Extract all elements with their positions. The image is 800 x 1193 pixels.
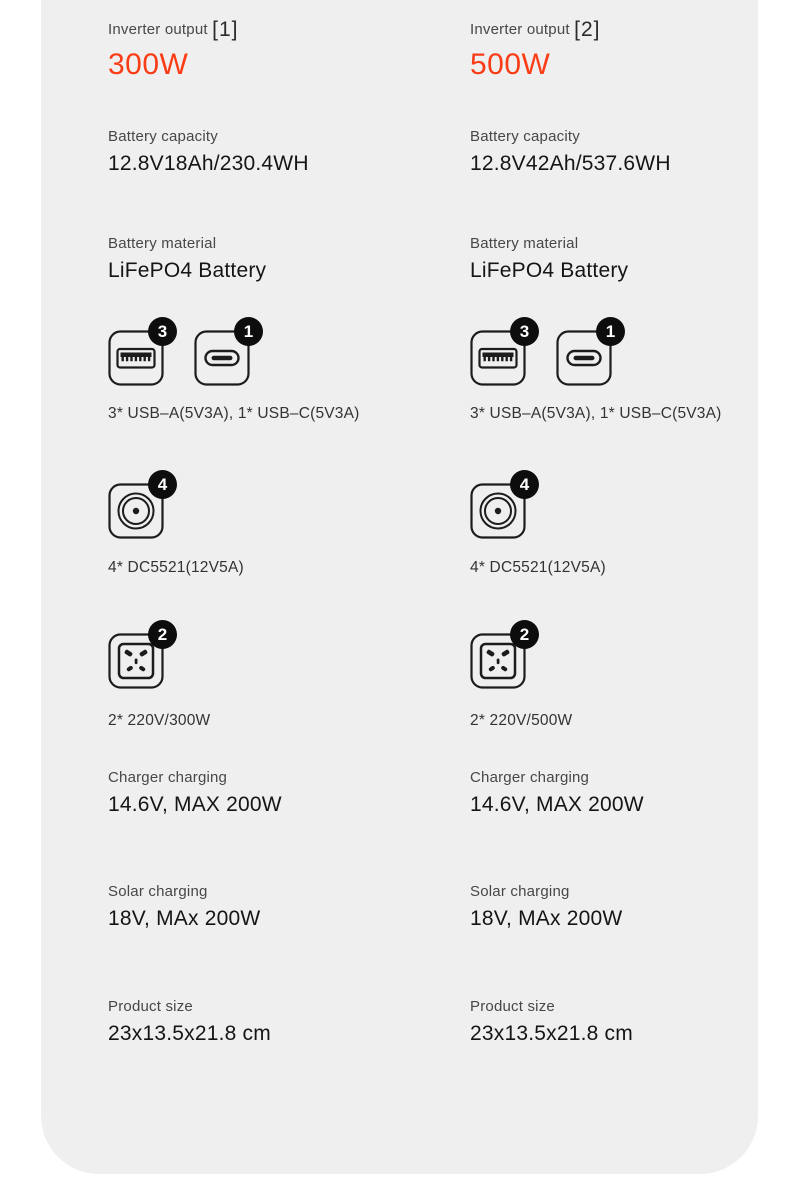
dc-ports-section <box>108 474 244 578</box>
dc5521-icon <box>108 474 168 539</box>
ac-outlets-caption: 2* 220V/300W <box>108 712 211 729</box>
inverter-output-value: 300W <box>108 48 189 81</box>
dc-count-badge: 4 <box>148 470 177 499</box>
solar-charging-value: 18V, MAx 200W <box>108 907 261 930</box>
product-size-value: 23x13.5x21.8 cm <box>470 1022 633 1045</box>
battery-capacity-section <box>108 127 309 177</box>
ac-outlets-section <box>108 624 211 731</box>
inverter-output-value: 500W <box>470 48 551 81</box>
inverter-output-section <box>108 20 238 83</box>
dc-ports-caption: 4* DC5521(12V5A) <box>108 559 244 576</box>
charger-charging-section <box>470 768 644 818</box>
dc-count-badge: 4 <box>510 470 539 499</box>
spec-panel <box>41 0 758 1174</box>
usb-ports-caption: 3* USB–A(5V3A), 1* USB–C(5V3A) <box>108 405 360 422</box>
solar-charging-label: Solar charging <box>470 883 570 900</box>
battery-material-label: Battery material <box>470 235 579 252</box>
battery-material-value: LiFePO4 Battery <box>470 259 629 282</box>
solar-charging-section <box>470 882 622 932</box>
ac-outlets-section <box>470 624 573 731</box>
charger-charging-value: 14.6V, MAX 200W <box>470 793 644 816</box>
charger-charging-label: Charger charging <box>108 769 228 786</box>
spec-column-right <box>470 0 800 1174</box>
usb-ports-section <box>108 321 360 424</box>
inverter-output-section <box>470 20 600 83</box>
solar-charging-value: 18V, MAx 200W <box>470 907 623 930</box>
solar-charging-section <box>108 882 260 932</box>
product-size-label: Product size <box>470 998 555 1015</box>
usb-ports-section <box>470 321 722 424</box>
ac-count-badge: 2 <box>148 620 177 649</box>
usb-ports-caption: 3* USB–A(5V3A), 1* USB–C(5V3A) <box>470 405 722 422</box>
ac-outlet-icon <box>470 624 530 689</box>
product-size-section <box>108 997 271 1047</box>
solar-charging-label: Solar charging <box>108 883 208 900</box>
spec-column-left <box>108 0 453 1174</box>
usb-icon-row <box>470 321 722 386</box>
inverter-output-label-text: Inverter output <box>108 21 208 38</box>
charger-charging-label: Charger charging <box>470 769 590 786</box>
ac-outlet-icon <box>108 624 168 689</box>
battery-capacity-value: 12.8V42Ah/537.6WH <box>470 152 671 175</box>
dc-ports-section <box>470 474 606 578</box>
inverter-output-index: [2] <box>574 18 601 41</box>
inverter-output-label <box>108 20 238 40</box>
battery-material-section <box>470 234 628 284</box>
usb-c-count-badge: 1 <box>234 317 263 346</box>
usb-a-count-badge: 3 <box>510 317 539 346</box>
battery-capacity-label: Battery capacity <box>470 128 580 145</box>
battery-material-section <box>108 234 266 284</box>
battery-capacity-label: Battery capacity <box>108 128 218 145</box>
battery-capacity-value: 12.8V18Ah/230.4WH <box>108 152 309 175</box>
usb-c-icon <box>194 321 254 386</box>
charger-charging-section <box>108 768 282 818</box>
usb-icon-row <box>108 321 360 386</box>
usb-a-icon <box>108 321 168 386</box>
dc-ports-caption: 4* DC5521(12V5A) <box>470 559 606 576</box>
ac-outlets-caption: 2* 220V/500W <box>470 712 573 729</box>
inverter-output-index: [1] <box>212 18 239 41</box>
ac-count-badge: 2 <box>510 620 539 649</box>
usb-a-icon <box>470 321 530 386</box>
product-size-section <box>470 997 633 1047</box>
usb-c-count-badge: 1 <box>596 317 625 346</box>
inverter-output-label-text: Inverter output <box>470 21 570 38</box>
product-size-value: 23x13.5x21.8 cm <box>108 1022 271 1045</box>
battery-material-value: LiFePO4 Battery <box>108 259 267 282</box>
charger-charging-value: 14.6V, MAX 200W <box>108 793 282 816</box>
dc5521-icon <box>470 474 530 539</box>
product-size-label: Product size <box>108 998 193 1015</box>
inverter-output-label <box>470 20 600 40</box>
battery-material-label: Battery material <box>108 235 217 252</box>
usb-c-icon <box>556 321 616 386</box>
battery-capacity-section <box>470 127 671 177</box>
usb-a-count-badge: 3 <box>148 317 177 346</box>
